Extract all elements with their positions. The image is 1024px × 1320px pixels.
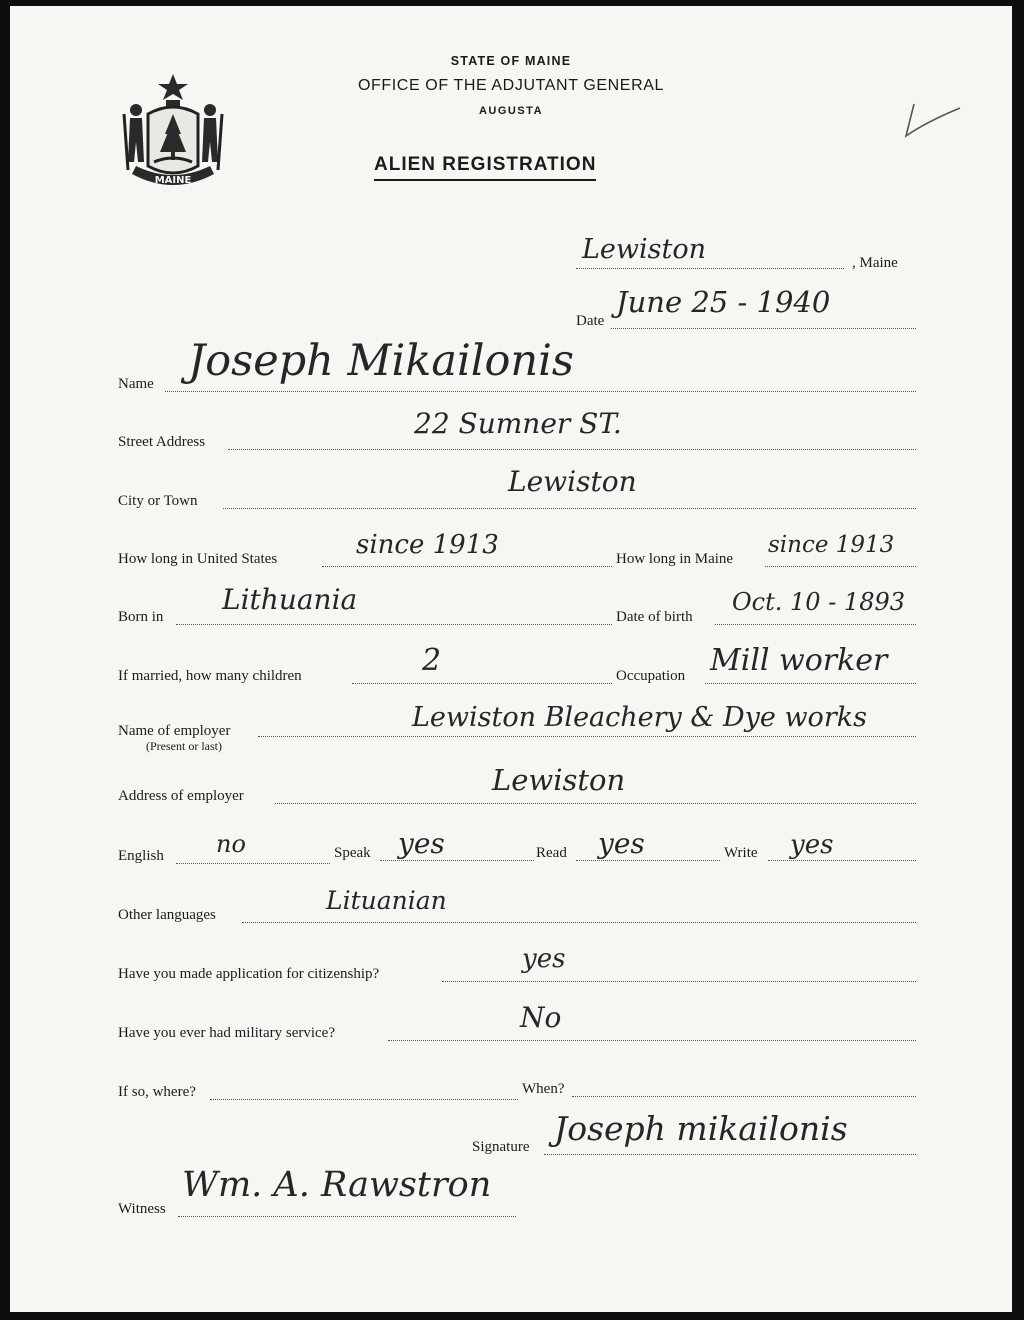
header-state: STATE OF MAINE [450, 54, 572, 68]
employer-address-line [275, 803, 916, 804]
maine-label: , Maine [852, 255, 898, 271]
form-title: ALIEN REGISTRATION [374, 154, 596, 181]
street-value: 22 Sumner ST. [414, 407, 622, 440]
us-line [322, 566, 612, 567]
us-value: since 1913 [356, 530, 499, 560]
occupation-value: Mill worker [710, 643, 888, 678]
city-label: City or Town [118, 493, 198, 509]
town-value: Lewiston [582, 234, 707, 265]
maine-long-label: How long in Maine [616, 551, 734, 567]
employer-label: Name of employer [118, 723, 231, 739]
city-line [223, 508, 916, 509]
citizenship-line [442, 981, 916, 982]
town-line [576, 268, 844, 269]
witness-label: Witness [118, 1201, 166, 1217]
registration-form [10, 6, 1012, 1312]
born-value: Lithuania [222, 583, 358, 616]
other-languages-line [242, 922, 916, 923]
other-languages-value: Lituanian [326, 886, 447, 915]
write-label: Write [724, 845, 758, 861]
employer-value: Lewiston Bleachery & Dye works [412, 702, 867, 733]
name-line [165, 391, 916, 392]
name-value: Joseph Mikailonis [188, 336, 574, 386]
employer-line [258, 736, 916, 737]
military-line [388, 1040, 916, 1041]
other-languages-label: Other languages [118, 907, 216, 923]
born-line [176, 624, 612, 625]
speak-label: Speak [334, 845, 371, 861]
dob-line [715, 624, 916, 625]
header-city: AUGUSTA [478, 105, 544, 117]
svg-text:MAINE: MAINE [154, 175, 192, 186]
city-value: Lewiston [508, 465, 637, 498]
header-office: OFFICE OF THE ADJUTANT GENERAL [357, 77, 665, 94]
signature-line [544, 1154, 916, 1155]
read-value: yes [598, 827, 645, 860]
date-line [611, 328, 916, 329]
write-line [768, 860, 916, 861]
street-label: Street Address [118, 434, 206, 450]
when-line [572, 1096, 916, 1097]
employer-address-value: Lewiston [492, 763, 626, 797]
read-label: Read [536, 845, 567, 861]
when-label: When? [522, 1081, 565, 1097]
witness-line [178, 1216, 516, 1217]
dob-label: Date of birth [616, 609, 693, 625]
english-label: English [118, 848, 164, 864]
speak-value: yes [398, 827, 445, 860]
where-label: If so, where? [118, 1084, 196, 1100]
read-line [576, 860, 720, 861]
children-label: If married, how many children [118, 668, 302, 684]
english-value: no [216, 830, 246, 858]
check-mark-icon [896, 98, 966, 148]
speak-line [380, 860, 534, 861]
signature-label: Signature [472, 1139, 530, 1155]
employer-sublabel: (Present or last) [146, 739, 222, 753]
children-line [352, 683, 612, 684]
born-label: Born in [118, 609, 164, 625]
english-line [176, 863, 330, 864]
military-label: Have you ever had military service? [118, 1025, 335, 1041]
occupation-line [705, 683, 916, 684]
citizenship-value: yes [522, 944, 566, 974]
signature-value: Joseph mikailonis [554, 1109, 848, 1148]
maine-long-value: since 1913 [768, 532, 895, 558]
write-value: yes [790, 830, 834, 860]
witness-value: Wm. A. Rawstron [182, 1165, 492, 1205]
date-label: Date [576, 313, 605, 329]
dob-value: Oct. 10 - 1893 [732, 588, 906, 616]
street-line [228, 449, 916, 450]
maine-long-line [765, 566, 916, 567]
name-label: Name [118, 376, 154, 392]
citizenship-label: Have you made application for citizenship? [118, 966, 380, 982]
us-label: How long in United States [118, 551, 278, 567]
employer-address-label: Address of employer [118, 788, 244, 804]
where-line [210, 1099, 518, 1100]
children-value: 2 [422, 643, 442, 678]
occupation-label: Occupation [616, 668, 686, 684]
military-value: No [520, 1001, 562, 1034]
date-value: June 25 - 1940 [616, 285, 831, 319]
